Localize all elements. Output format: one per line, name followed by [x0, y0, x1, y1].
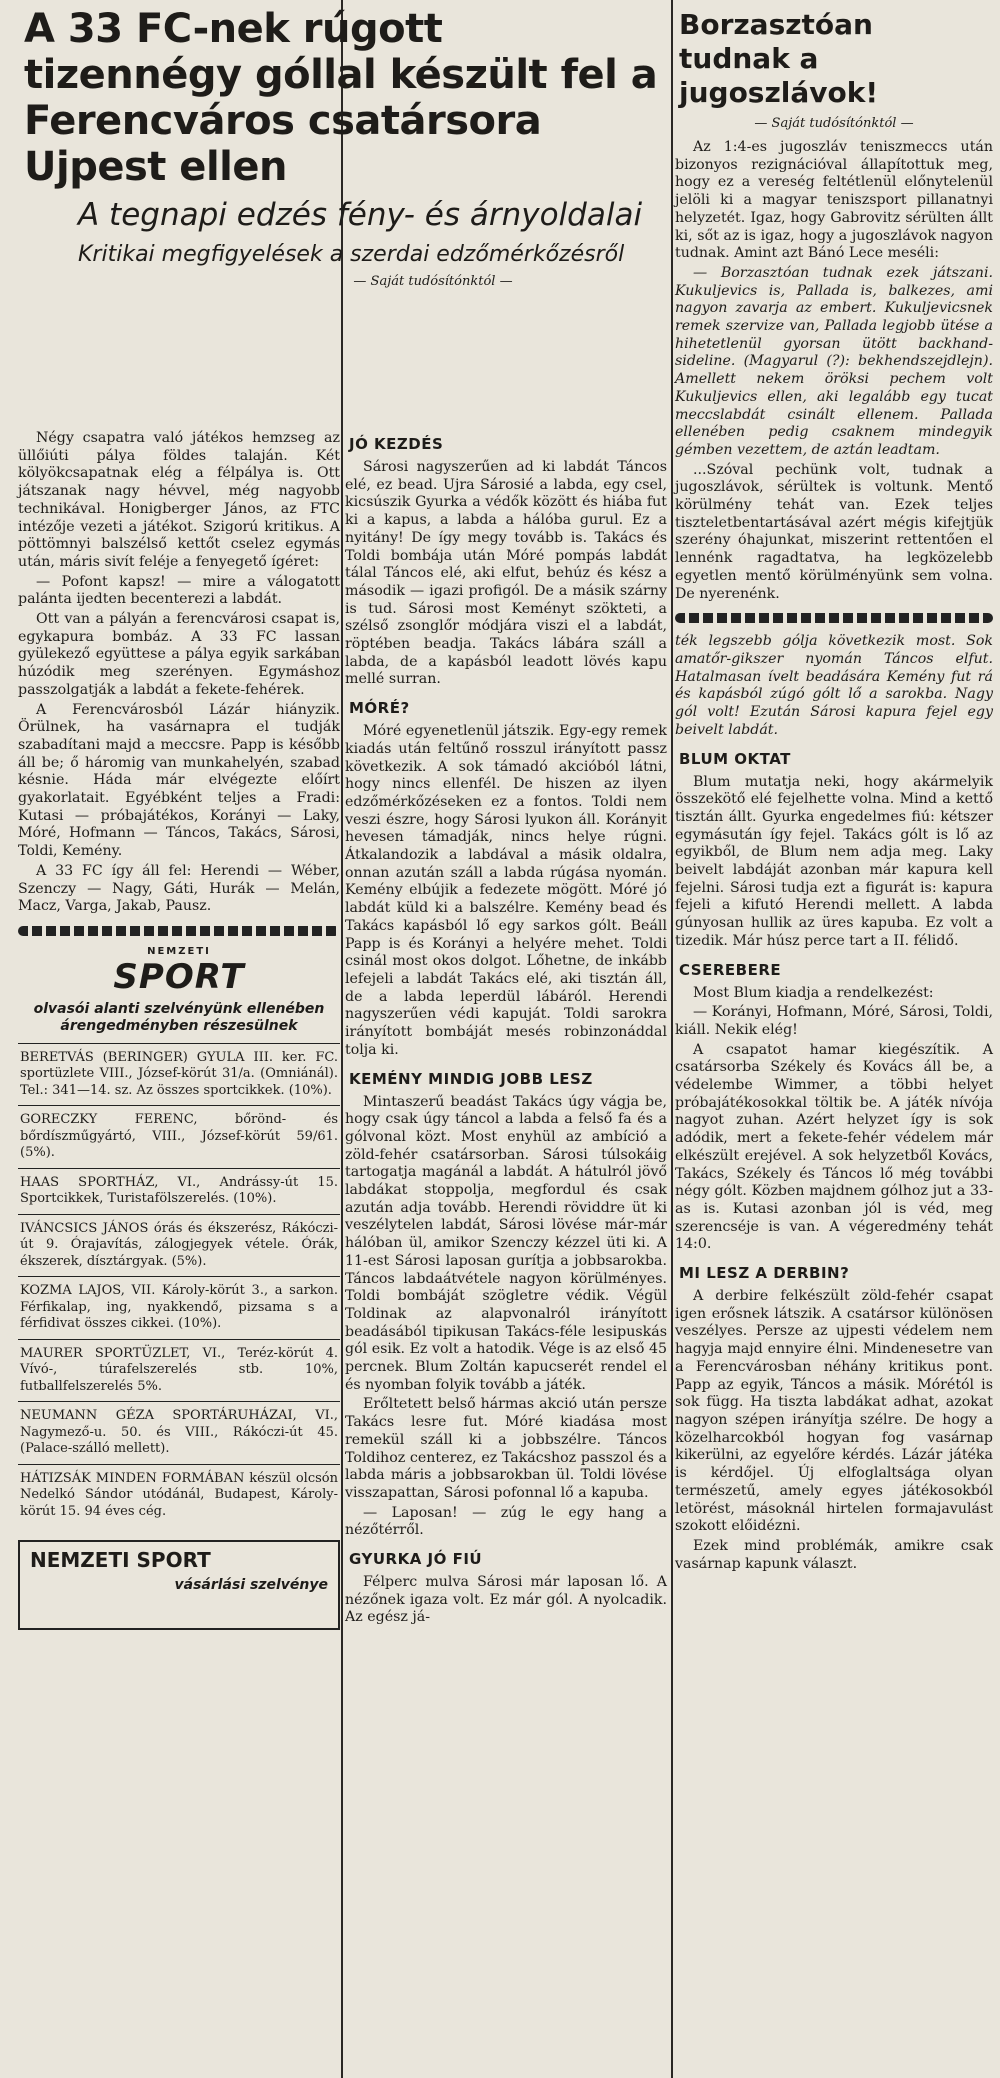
paragraph: — Laposan! — zúg le egy hang a nézőtérről. — [345, 1504, 667, 1539]
column-1 — [18, 430, 340, 1630]
column-2 — [345, 425, 667, 1629]
paragraph: Félperc mulva Sárosi már laposan lő. A nézőnek igaza volt. Ez már gól. A nyolcadik. Az egész já- — [345, 1574, 667, 1626]
paragraph: ...Szóval pechünk volt, tudnak a jugoszlávok, sérültek is voltunk. Mentő körülmény tehát van. Ezek teljes tiszteletbentartásával azért mégis kifejtjük szerény óhajunkat, miszerint rettentően el lennénk ragadtatva, ha legközelebb egyetlen mentő körülményünk sem volna. De nyerenénk. — [675, 461, 993, 602]
ad-entry: KOZMA LAJOS, VII. Károly-körút 3., a sarkon. Férfikalap, ing, nyakkendő, pizsama s a férfidivat összes cikkei. (10%). — [18, 1276, 340, 1339]
ad-entry: MAURER SPORTÜZLET, VI., Teréz-körút 4. Vívó-, túrafelszerelés stb. 10%, futballfelszerelés 5%. — [18, 1339, 340, 1402]
side-byline: — Saját tudósítónktól — — [754, 116, 914, 131]
paragraph: Móré egyenetlenül játszik. Egy-egy remek kiadás után feltűnő rosszul irányított passz következik. A sok támadó akcióból látni, hogy nincs ellenfél. De hiszen az ilyen edzőmérkőzéseken ez a fontos. Toldi nem veszi észre, hogy Sárosi lyukon áll. Korányit hevesen támadják, nincs helye rúgni. Átkalandozik a labdával a másik oldalra, onnan azután száll a labda rúgása nyomán. Kemény elbújik a fedezete mögött. Móré jó labdát küld ki a balszélre. Kemény bead és Takács kapásból lő egy sarkos gólt. Beáll Papp is és Korányi a helyére mehet. Toldi csinál most okos dolgot. Lőhetne, de inkább lefejeli a labdát Takács elé, aki tisztán áll, de a labda leperdül lábáról. Herendi nagyszerűen védi kapuját. Toldi sarokra irányított bombáját mesés robinzonáddal tolja ki. — [345, 723, 667, 1058]
logo-big: SPORT — [113, 956, 245, 997]
section-title: MI LESZ A DERBIN? — [679, 1264, 850, 1283]
side-sections — [675, 750, 993, 1574]
coupon-box-subtitle: vásárlási szelvénye — [174, 1577, 328, 1594]
paragraph: A Ferencvárosból Lázár hiányzik. Örülnek, ha vasárnapra el tudják szabadítani majd a meccsre. Papp is később áll be; ő háromig van munkahelyén, szabad késnie. Háda már elvégezte előírt gyakorlatait. Egyébként teljes a Fradi: Kutasi — próbajátékos, Korányi — Laky, Móré, Hofmann — Táncos, Takács, Sárosi, Toldi, Kemény. — [18, 701, 340, 860]
logo-small: NEMZETI — [147, 945, 211, 957]
divider — [675, 613, 993, 623]
paragraph: Erőltetett belső hármas akció után persze Takács lesre fut. Móré kiadása most remekül száll ki a jobbszélre. Táncos Toldihoz centerez, ez Takácshoz passzol és a labda máris a jobbsarokban ül. Toldi lövése visszapattan, Sárosi pofonnal lő a kapuba. — [345, 1396, 667, 1501]
paragraph: Blum mutatja neki, hogy akármelyik összekötő elé fejelhette volna. Mind a kettő tisztán állt. Gyurka engedelmes fiú: kétszer egymásután így fejel. Takács gólt is lő az egyikből, de Blum nem adja meg. Laky beivelt labdáját azonban már kapura kell fejelni. Sárosi tudja ezt a figurát is: kapura fejeli a kifutó Herendi mellett. A labda gúnyosan hullik az üres kapuba. Ez volt a tizedik. Már húsz perce tart a II. félidő. — [675, 773, 993, 949]
paragraph: Mintaszerű beadást Takács úgy vágja be, hogy csak úgy táncol a labda a felső fa és a gólvonal közt. Most enyhül az ambíció a zöld-fehér csatársorban. Sárosi túlsokáig tartogatja magánál a labdát. A hátulról jövő labdákat stoppolja, megfordul és csak azután adja tovább. Herendi röviddre üt ki veszélytelen labdát, Sárosi lövése már-már hálóban ül, amikor Szenczy kézzel üti ki. A 11-est Sárosi laposan gurítja a jobbsarokba. Táncos labdaátvétele nagyon körülményes. Toldi bombáját szögletre védik. Végül Toldinak az alapvonalról irányított beadásából tipikusan Takács-féle lesipuskás gól esik. Ez volt a hatodik. Vége is az első 45 percnek. Blum Zoltán kapucserét rendel el és nyomban folyik tovább a játék. — [345, 1093, 667, 1393]
paragraph: Ezek mind problémák, amikre csak vasárnap kapunk választ. — [675, 1537, 993, 1572]
section-title: CSEREBERE — [679, 960, 782, 979]
ad-entry: BERETVÁS (BERINGER) GYULA III. ker. FC. sportüzlete VIII., József-körút 31/a. (Omniánál). Tel.: 341—14. sz. Az összes sportcikkek. (10%). — [18, 1043, 340, 1106]
ad-entry: HAAS SPORTHÁZ, VI., Andrássy-út 15. Sportcikkek, Turistafölszerelés. (10%). — [18, 1168, 340, 1214]
divider — [18, 926, 340, 936]
ad-list — [18, 1043, 340, 1527]
subheadline: A tegnapi edzés fény- és árnyoldalai — [78, 197, 643, 233]
column-rule — [341, 0, 343, 2078]
ad-entry: IVÁNCSICS JÁNOS órás és ékszerész, Rákóczi-út 9. Órajavítás, zálogjegyek vétele. Órák, ékszerek, dísztárgyak. (5%). — [18, 1214, 340, 1277]
paragraph: A derbire felkészült zöld-fehér csapat igen erősnek látszik. A csatársor különösen veszélyes. Persze az ujpesti védelem nem hagyja majd ennyire élni. Mindenesetre van a Ferencvárosban néhány kritikus pont. Papp az egyik, Táncos a másik. Mórétól is sok függ. Ha tiszta labdákat adhat, azokat nagyon szépen irányítja szélre. De hogy a közelharcokból hogyan fog vasárnap kikerülni, az egyelőre kérdés. Lázár játéka is kérdőjel. Új elfoglaltsága olyan természetű, amely egyes játékosokból letörést, másoknál hirtelen formajavulást szokott előidézni. — [675, 1288, 993, 1535]
section-title: KEMÉNY MINDIG JOBB LESZ — [349, 1069, 593, 1088]
ad-entry: NEUMANN GÉZA SPORTÁRUHÁZAI, VI., Nagymező-u. 50. és VIII., Rákóczi-út 45. (Palace-szálló mellett). — [18, 1401, 340, 1464]
main-headline: A 33 FC-nek rúgott tizennégy góllal készült fel a Ferencváros csatársora Ujpest ellen — [24, 6, 658, 190]
section-title: JÓ KEZDÉS — [349, 435, 444, 453]
section-title: BLUM OKTAT — [679, 749, 791, 768]
nemzeti-sport-logo — [18, 946, 340, 997]
article-body-col1 — [18, 430, 340, 916]
main-article-column — [18, 0, 668, 297]
side-headline: Borzasztóan tudnak a jugoszlávok! — [679, 8, 879, 109]
byline: — Saját tudósítónktól — — [353, 274, 513, 289]
paragraph: Most Blum kiadja a rendelkezést: — [693, 984, 934, 1001]
coupon-box-title: NEMZETI SPORT — [30, 1548, 211, 1573]
column-rule — [671, 0, 673, 2078]
section-title: MÓRÉ? — [349, 699, 410, 718]
ad-entry: HÁTIZSÁK MINDEN FORMÁBAN készül olcsón Nedelkó Sándor utódánál, Budapest, Károly-körút 15. 94 éves cég. — [18, 1464, 340, 1527]
section-title: GYURKA JÓ FIÚ — [349, 1550, 483, 1569]
paragraph: — Korányi, Hofmann, Móré, Sárosi, Toldi, kiáll. Nekik elég! — [675, 1004, 993, 1038]
paragraph: Négy csapatra való játékos hemzseg az üllőiúti pálya földes talaján. Két kölyökcsapatnak elég a félpálya is. Ott játszanak nagy hévvel, még nagyobb technikával. Honigberger János, az FTC intézője vezeti a játékot. Szigorú kritikus. A pöttömnyi balszélső kettőt cselez egymás után, máris sivít feléje a fenyegető ígéret: — [18, 430, 340, 570]
column-3 — [675, 0, 993, 1575]
ad-entry: GORECZKY FERENC, bőrönd- és bőrdíszműgyártó, VIII., József-körút 59/61. (5%). — [18, 1105, 340, 1168]
coupon-text: olvasói alanti szelvényünk ellenében árengedményben részesülnek — [33, 1000, 325, 1034]
paragraph: Ott van a pályán a ferencvárosi csapat is, egykapura bombáz. A 33 FC lassan gyülekező együttese a pálya egyik sarkában húzódik meg szerényen. Egymáshoz passzolgatják a labdát a fekete-fehérek. — [18, 611, 340, 698]
paragraph: Az 1:4-es jugoszláv teniszmeccs után bizonyos rezignációval állapítottuk meg, hogy ez a vereség feltétlenül előnytelenül jelöli ki a magyar teniszsport pillanatnyi helyzetét. Igaz, hogy Gabrovitz sérülten állt ki, sőt az is igaz, hogy a jugoszlávok nagyon tudnak. Amint azt Bánó Lece meséli: — [675, 139, 993, 262]
paragraph: A 33 FC így áll fel: Herendi — Wéber, Szenczy — Nagy, Gáti, Hurák — Melán, Macz, Varga, Jakab, Pausz. — [18, 862, 340, 915]
paragraph: A csapatot hamar kiegészítik. A csatársorba Székely és Kovács áll be, a védelembe Wimmer, a többi helyet próbajátékosokkal töltik be. A játék nívója nagyot zuhan. Azért helyzet így is sok adódik, mert a fekete-fehér védelem már elkészült erejével. A sok helyzetből Kovács, Takács, Székely és Táncos lő még további négy gólt. Közben majdnem gólhoz jut a 33-as is. Kutasi azonban jól is véd, meg szerencséje is van. A végeredmény tehát 14:0. — [675, 1041, 993, 1253]
continuation-text: ték legszebb gólja következik most. Sok amatőr-gikszer nyomán Táncos elfut. Hatalmasan ívelt beadására Kemény fut rá és kapásból zúgó gólt lő a sarokba. Nagy gól volt! Ezután Sárosi kapura fejel egy beivelt labdát. — [675, 633, 993, 738]
side-article-body — [675, 139, 993, 603]
subheadline-2: Kritikai megfigyelések a szerdai edzőmérkőzésről — [78, 242, 625, 267]
coupon-box — [18, 1540, 340, 1630]
paragraph: — Pofont kapsz! — mire a válogatott palánta ijedten becenterezi a labdát. — [18, 573, 340, 608]
paragraph: Sárosi nagyszerűen ad ki labdát Táncos elé, ez bead. Ujra Sárosié a labda, egy csel, kicsúszik Gyurka a védők között és hiába fut ki a kapus, a labda a hálóba gurul. Ez a nyitány! De így megy tovább is. Takács és Toldi bombája után Móré pompás labdát tálal Táncos elé, aki elfut, behúz és kész a második — igazi profigól. De a másik szárny is tud. Sárosi most Keményt szökteti, a szélső zsonglőr módjára viszi el a labdát, röptében beadja. Takács lábára száll a labda, de a kapásból leadott lövés kapu mellé surran. — [345, 459, 667, 688]
paragraph: — Borzasztóan tudnak ezek játszani. Kukuljevics is, Pallada is, balkezes, ami nagyon zavarja az embert. Kukuljevicsnek remek szervize van, Pallada legjobb ütése a hihetetlenül gyorsan ütött backhand-sideline. (Magyarul (?): bekhendszejdlejn). Amellett nekem öröksi pechem volt Kukuljevics ellen, aki legalább egy tucat meccslabdát csinált ellenem. Pallada ellenében pedig csaknem mindegyik gémben vezettem, de aztán leadtam. — [675, 264, 993, 458]
